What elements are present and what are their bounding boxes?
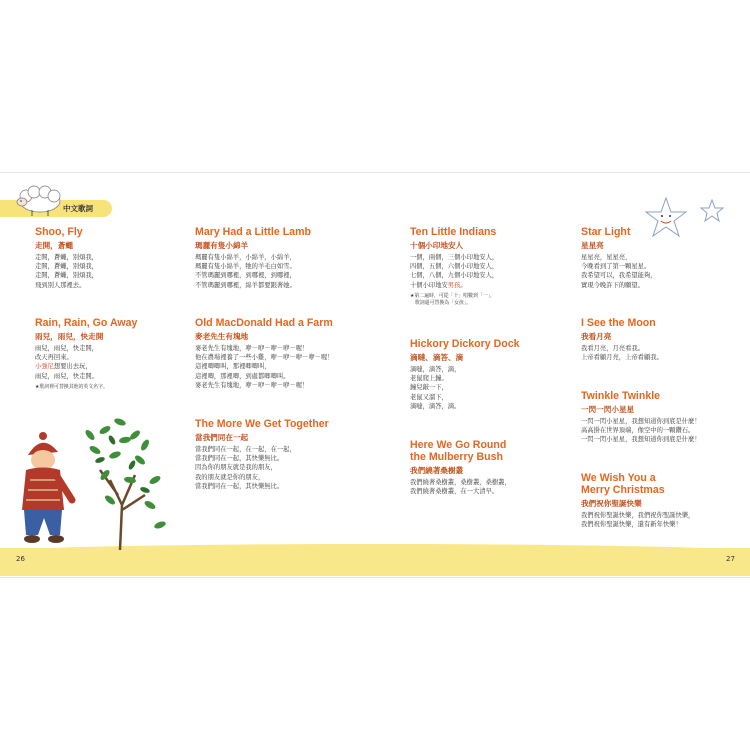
- lyric-line: 我們祝你聖誕快樂，我們祝你聖誕快樂，: [581, 512, 695, 519]
- song-zh-title: 一閃一閃小星星: [581, 405, 635, 414]
- song-zh-title: 我看月亮: [581, 332, 612, 341]
- song-macdonald: [195, 317, 334, 390]
- song-zh-title: 我們繞著桑樹叢: [410, 466, 464, 475]
- lyric-line: 當我們同在一起，在一起，在一起，: [195, 446, 296, 453]
- lyric-line: 七個，八個，九個小印地安人，: [410, 272, 499, 280]
- song-title: Shoo, Fly: [35, 226, 83, 238]
- lyric-line: 瑪麗有隻小綿羊，牠的羊毛白如雪。: [195, 263, 296, 271]
- song-title: Twinkle Twinkle: [581, 390, 661, 402]
- lyric-line: 這裡唧，那裡唧，到處都唧唧叫。: [195, 372, 290, 380]
- lyric-line: 鐘兒敲一下，: [410, 384, 448, 392]
- song-zh-title: 我們祝你聖誕快樂: [581, 499, 642, 508]
- song-mulberry: [410, 439, 511, 496]
- lyric-text: 想要出去玩，: [53, 363, 92, 371]
- lyric-line: 當我們同在一起，其快樂無比。: [195, 482, 284, 490]
- song-zh-title: 當我們同在一起: [195, 433, 249, 442]
- song-indians: [410, 226, 498, 307]
- song-zh-title: 星星亮: [581, 241, 604, 250]
- lyric-line: 走開，蒼蠅，別煩我，: [35, 254, 98, 261]
- song-zh-title: 雨兒，雨兒，快走開: [35, 332, 104, 341]
- lyric-text: 十個小印地安: [410, 281, 448, 289]
- song-title: Ten Little Indians: [410, 226, 497, 238]
- lyric-line: 今晚看到了第一顆星星。: [581, 263, 651, 271]
- song-title: Star Light: [581, 226, 631, 238]
- song-title: We Wish You a Merry Christmas: [581, 472, 665, 496]
- song-mary: [195, 226, 311, 290]
- song-hickory: [410, 338, 520, 411]
- lyric-line: 改天再回來。: [35, 354, 73, 362]
- lyric-line: 當我們同在一起，其快樂無比。: [195, 455, 284, 463]
- lyric-line: 麥老先生有塊地，咿－咿－咿－咿－喔！: [195, 381, 309, 389]
- song-title: Mary Had a Little Lamb: [195, 226, 311, 238]
- lyric-line: 雨兒，雨兒，快走開，: [35, 345, 98, 352]
- lyric-line: 不管瑪麗到哪裡，綿羊都要跟著她。: [195, 281, 296, 289]
- lyric-line: 老鼠又溜下，: [410, 393, 448, 401]
- lyric-line: 高高掛在世界頂端，像空中的一顆鑽石。: [581, 427, 695, 435]
- lyric-line: 走開，蒼蠅，別煩我，: [35, 272, 98, 280]
- footnote: [410, 293, 498, 307]
- lyric-line: 滴噠，滴答，滴。: [410, 402, 461, 410]
- lyric-line: 走開，蒼蠅，別煩我，: [35, 263, 98, 271]
- lyric-line: [410, 281, 498, 290]
- song-zh-title: 走開，蒼蠅: [35, 241, 73, 250]
- lyric-line: 一閃一閃小星星，我想知道你到底是什麼！: [581, 436, 701, 444]
- song-shoo-fly: [35, 226, 98, 290]
- lyric-line: 飛到別人那裡去。: [35, 281, 86, 289]
- song-moon: [581, 317, 663, 362]
- lyric-text: 。: [460, 281, 467, 289]
- song-zh-title: 十個小印地安人: [410, 241, 464, 250]
- lyric-line: 一閃一閃小星星，我想知道你到底是什麼！: [581, 418, 701, 425]
- lyric-line: 我們祝你聖誕快樂，還有新年快樂！: [581, 521, 682, 529]
- footnote-line: 歌詞還可替換為「女孩」。: [410, 299, 472, 306]
- song-title: The More We Get Together: [195, 418, 329, 430]
- song-christmas: [581, 472, 694, 529]
- lyric-line: 他在農場裡養了一些小雞，咿－咿－咿－咿－喔！: [195, 354, 334, 362]
- lyric-line: 四個，五個，六個小印地安人，: [410, 263, 499, 271]
- lyric-line: 我希望可以，我希望能夠，: [581, 272, 657, 280]
- smiling-stars-icon: [644, 196, 734, 244]
- lyric-line: 我的朋友就是你的朋友，: [195, 473, 265, 481]
- lyric-line: 不管瑪麗到哪裡，到哪裡，到哪裡，: [195, 272, 296, 280]
- lyric-line: 我們繞著桑樹叢，桑樹叢，桑樹叢，: [410, 479, 511, 486]
- lyric-line: 一個，兩個，三個小印地安人，: [410, 254, 499, 261]
- section-tag-label: 中文歌詞: [63, 204, 93, 213]
- lyric-line: 這裡唧唧叫，那裡唧唧叫，: [195, 363, 271, 371]
- song-twinkle: [581, 390, 701, 445]
- song-title: Rain, Rain, Go Away: [35, 317, 138, 329]
- footnote: ★歌詞裡可替換其他的英文名字。: [35, 383, 108, 390]
- song-title: Here We Go Round the Mulberry Bush: [410, 439, 507, 463]
- highlighted-name: 小強尼: [35, 363, 54, 371]
- lyric-line: 瑪麗有隻小綿羊，小綿羊，小綿羊，: [195, 254, 296, 261]
- song-title: Old MacDonald Had a Farm: [195, 317, 333, 329]
- lyric-line: 因為你的朋友就是我的朋友，: [195, 464, 277, 472]
- lyric-line: 我看月亮，月亮看我。: [581, 345, 644, 352]
- lyric-line: 我們繞著桑樹叢，在一大清早。: [410, 488, 499, 496]
- page-number-left: 26: [16, 555, 25, 563]
- lyric-line: 老鼠爬上鐘。: [410, 375, 448, 383]
- highlighted-word: 男孩: [447, 281, 461, 289]
- lyric-line: 實現今晚許下的願望。: [581, 281, 644, 289]
- song-title: Hickory Dickory Dock: [410, 338, 520, 350]
- lyric-line: 星星亮，星星亮，: [581, 254, 632, 261]
- lyric-line: [35, 362, 137, 371]
- song-zh-title: 麥老先生有塊地: [195, 332, 249, 341]
- lyric-line: 上帝看顧月亮，上帝看顧我。: [581, 354, 663, 362]
- sheep-icon: [14, 184, 64, 218]
- song-rain: [35, 317, 137, 391]
- lyric-line: 滴噠，滴答，滴，: [410, 366, 461, 373]
- page-number-right: 27: [726, 555, 735, 563]
- footnote-line: ★第二遍時，可從「十」唱數到「一」，: [410, 292, 496, 299]
- child-with-tree-illustration: [10, 410, 170, 555]
- song-title: I See the Moon: [581, 317, 656, 329]
- song-zh-title: 滴噠、滴答、滴: [410, 353, 464, 362]
- lyric-line: 麥老先生有塊地，咿－咿－咿－咿－喔！: [195, 345, 309, 352]
- song-together: [195, 418, 329, 491]
- song-zh-title: 瑪麗有隻小綿羊: [195, 241, 249, 250]
- lyric-line: 雨兒，雨兒，快走開。: [35, 372, 98, 380]
